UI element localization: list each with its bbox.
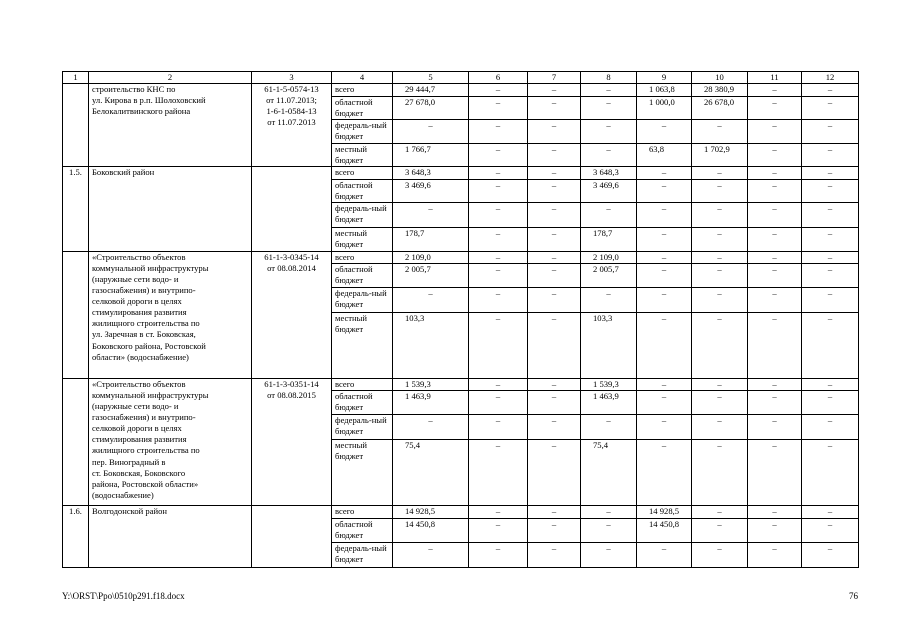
value-cell: – — [528, 179, 581, 202]
object-name — [89, 251, 252, 378]
value-cell: – — [637, 179, 692, 202]
value-cell: – — [802, 120, 859, 144]
object-name-line: жилищного строительства по — [92, 318, 200, 329]
value-cell: – — [581, 97, 637, 120]
value-cell: – — [637, 542, 692, 567]
value-cell: – — [581, 144, 637, 167]
value-cell: – — [692, 542, 748, 567]
object-name-line: Боковского района, Ростовской — [92, 340, 206, 351]
expertise-doc — [252, 378, 332, 505]
funding-source: федераль-ный бюджет — [332, 120, 393, 144]
header-cell: 8 — [581, 72, 637, 84]
value-cell: – — [528, 144, 581, 167]
funding-source: местный бюджет — [332, 227, 393, 251]
header-cell: 5 — [393, 72, 469, 84]
value-cell: – — [469, 202, 528, 227]
value-cell: – — [469, 120, 528, 144]
value-cell: – — [802, 439, 859, 505]
value-cell: – — [692, 287, 748, 312]
budget-table — [62, 71, 859, 568]
value-cell: 14 450,8 — [393, 518, 469, 542]
value-cell: 26 678,0 — [692, 97, 748, 120]
value-cell: – — [802, 287, 859, 312]
value-cell: 1 702,9 — [692, 144, 748, 167]
value-cell: – — [748, 144, 802, 167]
value-cell: – — [528, 439, 581, 505]
value-cell: – — [748, 179, 802, 202]
value-cell: – — [528, 287, 581, 312]
value-cell: – — [581, 287, 637, 312]
object-name-line: газоснабжения) и внутрипо- — [92, 412, 196, 423]
expertise-doc-line: от 11.07.2013; — [266, 95, 317, 106]
value-cell: – — [469, 263, 528, 287]
expertise-doc-line: 61-1-3-0351-14 — [264, 378, 319, 389]
value-cell: – — [748, 390, 802, 414]
funding-source: федераль-ный бюджет — [332, 287, 393, 312]
object-name-line: ст. Боковская, Боковского — [92, 467, 186, 478]
value-cell: – — [748, 251, 802, 263]
object-name-line: строительство КНС по — [92, 84, 176, 95]
value-cell: – — [581, 120, 637, 144]
object-name-line: селковой дороги в целях — [92, 423, 182, 434]
value-cell: – — [528, 542, 581, 567]
value-cell: – — [469, 287, 528, 312]
value-cell: 75,4 — [581, 439, 637, 505]
value-cell: – — [581, 505, 637, 518]
value-cell: – — [528, 167, 581, 179]
value-cell: – — [528, 378, 581, 390]
value-cell: – — [692, 167, 748, 179]
value-cell: – — [469, 542, 528, 567]
funding-source: местный бюджет — [332, 144, 393, 167]
value-cell: – — [802, 518, 859, 542]
value-cell: – — [469, 390, 528, 414]
object-name-line: селковой дороги в целях — [92, 296, 182, 307]
expertise-doc-line: от 08.08.2014 — [267, 262, 316, 273]
value-cell: 1 000,0 — [637, 97, 692, 120]
header-cell: 7 — [528, 72, 581, 84]
expertise-doc — [252, 167, 332, 251]
funding-source: федераль-ный бюджет — [332, 202, 393, 227]
value-cell: – — [637, 390, 692, 414]
value-cell: – — [748, 263, 802, 287]
value-cell: – — [748, 518, 802, 542]
value-cell: – — [692, 378, 748, 390]
header-cell: 10 — [692, 72, 748, 84]
object-name-line: «Строительство объектов — [92, 251, 186, 262]
value-cell: – — [581, 518, 637, 542]
value-cell: – — [637, 120, 692, 144]
file-path: Y:\ORST\Ppo\0510p291.f18.docx — [62, 591, 185, 601]
value-cell: – — [748, 378, 802, 390]
expertise-doc-line: 61-1-3-0345-14 — [264, 251, 319, 262]
object-name-line: (наружные сети водо- и — [92, 401, 179, 412]
value-cell: – — [528, 312, 581, 378]
table-row — [63, 167, 859, 179]
object-name-line: «Строительство объектов — [92, 378, 186, 389]
table-row — [63, 251, 859, 263]
value-cell: – — [802, 414, 859, 439]
table-row — [63, 378, 859, 390]
header-cell: 9 — [637, 72, 692, 84]
expertise-doc — [252, 251, 332, 378]
value-cell: – — [802, 312, 859, 378]
table-row — [63, 84, 859, 97]
funding-source: всего — [332, 378, 393, 390]
object-name — [89, 505, 252, 567]
value-cell: – — [802, 251, 859, 263]
value-cell: – — [692, 312, 748, 378]
value-cell: – — [528, 202, 581, 227]
value-cell: – — [748, 227, 802, 251]
value-cell: – — [528, 263, 581, 287]
value-cell: – — [581, 542, 637, 567]
value-cell: – — [692, 518, 748, 542]
value-cell: – — [748, 505, 802, 518]
value-cell: – — [692, 414, 748, 439]
value-cell: – — [692, 263, 748, 287]
value-cell: – — [581, 414, 637, 439]
value-cell: – — [528, 505, 581, 518]
value-cell: – — [469, 505, 528, 518]
value-cell: 2 005,7 — [581, 263, 637, 287]
object-name-line: стимулирования развития — [92, 307, 187, 318]
value-cell: – — [692, 505, 748, 518]
value-cell: – — [748, 202, 802, 227]
value-cell: 1 063,8 — [637, 84, 692, 97]
funding-source: областной бюджет — [332, 179, 393, 202]
value-cell: 3 648,3 — [393, 167, 469, 179]
value-cell: – — [692, 227, 748, 251]
object-name-line: ул. Кирова в р.п. Шолоховский — [92, 95, 206, 106]
value-cell: – — [469, 312, 528, 378]
value-cell: – — [469, 167, 528, 179]
expertise-doc — [252, 84, 332, 167]
object-name-line: области» (водоснабжение) — [92, 351, 189, 362]
object-name-line: стимулирования развития — [92, 434, 187, 445]
value-cell: 63,8 — [637, 144, 692, 167]
value-cell: 2 109,0 — [393, 251, 469, 263]
value-cell: 14 928,5 — [393, 505, 469, 518]
value-cell: – — [469, 227, 528, 251]
value-cell: – — [748, 414, 802, 439]
funding-source: областной бюджет — [332, 97, 393, 120]
funding-source: всего — [332, 251, 393, 263]
object-name-line: (водоснабжение) — [92, 489, 154, 500]
value-cell: – — [393, 287, 469, 312]
funding-source: местный бюджет — [332, 439, 393, 505]
header-row — [63, 72, 859, 84]
object-name-line: коммунальной инфраструктуры — [92, 262, 209, 273]
value-cell: – — [581, 84, 637, 97]
value-cell: – — [528, 518, 581, 542]
value-cell: 2 005,7 — [393, 263, 469, 287]
funding-source: областной бюджет — [332, 518, 393, 542]
object-name-line: газоснабжения) и внутрипо- — [92, 285, 196, 296]
value-cell: – — [528, 414, 581, 439]
value-cell: – — [802, 227, 859, 251]
value-cell: – — [692, 202, 748, 227]
value-cell: – — [581, 202, 637, 227]
value-cell: – — [528, 227, 581, 251]
value-cell: – — [469, 414, 528, 439]
expertise-doc-line: от 08.08.2015 — [267, 389, 316, 400]
value-cell: – — [637, 263, 692, 287]
value-cell: – — [802, 505, 859, 518]
expertise-doc-line: от 11.07.2013 — [267, 117, 316, 128]
header-cell: 11 — [748, 72, 802, 84]
value-cell: – — [637, 227, 692, 251]
object-name-line: (наружные сети водо- и — [92, 273, 179, 284]
value-cell: – — [637, 312, 692, 378]
value-cell: – — [393, 542, 469, 567]
value-cell: – — [748, 542, 802, 567]
expertise-doc-line: 61-1-5-0574-13 — [264, 84, 319, 95]
funding-source: федераль-ный бюджет — [332, 414, 393, 439]
value-cell: 14 450,8 — [637, 518, 692, 542]
value-cell: – — [748, 439, 802, 505]
header-cell: 1 — [63, 72, 89, 84]
value-cell: 178,7 — [581, 227, 637, 251]
object-name — [89, 167, 252, 251]
value-cell: 103,3 — [393, 312, 469, 378]
value-cell: – — [393, 414, 469, 439]
funding-source: всего — [332, 167, 393, 179]
object-name-line: района, Ростовской области» — [92, 478, 199, 489]
value-cell: – — [469, 97, 528, 120]
value-cell: 1 539,3 — [581, 378, 637, 390]
value-cell: – — [528, 251, 581, 263]
value-cell: 29 444,7 — [393, 84, 469, 97]
value-cell: 1 539,3 — [393, 378, 469, 390]
page-number: 76 — [849, 591, 858, 601]
header-cell: 3 — [252, 72, 332, 84]
object-name — [89, 378, 252, 505]
value-cell: – — [802, 263, 859, 287]
value-cell: – — [802, 542, 859, 567]
value-cell: 1 463,9 — [393, 390, 469, 414]
value-cell: – — [469, 251, 528, 263]
value-cell: 27 678,0 — [393, 97, 469, 120]
value-cell: – — [393, 202, 469, 227]
value-cell: – — [393, 120, 469, 144]
value-cell: – — [637, 378, 692, 390]
value-cell: 1 463,9 — [581, 390, 637, 414]
header-cell: 12 — [802, 72, 859, 84]
object-name-line: ул. Заречная в ст. Боковская, — [92, 329, 196, 340]
value-cell: – — [469, 179, 528, 202]
funding-source: областной бюджет — [332, 390, 393, 414]
value-cell: – — [802, 390, 859, 414]
object-name-line: Волгодонской район — [92, 505, 168, 516]
value-cell: – — [469, 84, 528, 97]
object-name — [89, 84, 252, 167]
value-cell: – — [748, 84, 802, 97]
object-name-line: коммунальной инфраструктуры — [92, 389, 209, 400]
table-row — [63, 505, 859, 518]
object-name-line: Боковский район — [92, 167, 155, 178]
value-cell: – — [469, 144, 528, 167]
value-cell: – — [528, 84, 581, 97]
value-cell: 28 380,9 — [692, 84, 748, 97]
value-cell: – — [748, 120, 802, 144]
object-name-line: Белокалитвинского района — [92, 106, 191, 117]
value-cell: – — [637, 414, 692, 439]
value-cell: – — [528, 97, 581, 120]
value-cell: – — [802, 378, 859, 390]
funding-source: местный бюджет — [332, 312, 393, 378]
funding-source: федераль-ный бюджет — [332, 542, 393, 567]
value-cell: – — [802, 84, 859, 97]
value-cell: 103,3 — [581, 312, 637, 378]
value-cell: – — [802, 167, 859, 179]
value-cell: – — [692, 439, 748, 505]
value-cell: 178,7 — [393, 227, 469, 251]
header-cell: 2 — [89, 72, 252, 84]
item-number: 1.5. — [63, 167, 89, 251]
value-cell: – — [802, 144, 859, 167]
value-cell: – — [637, 202, 692, 227]
value-cell: – — [802, 97, 859, 120]
object-name-line: жилищного строительства по — [92, 445, 200, 456]
value-cell: – — [469, 439, 528, 505]
value-cell: – — [692, 390, 748, 414]
header-cell: 6 — [469, 72, 528, 84]
value-cell: – — [692, 251, 748, 263]
header-cell: 4 — [332, 72, 393, 84]
value-cell: – — [748, 167, 802, 179]
value-cell: 3 469,6 — [393, 179, 469, 202]
value-cell: – — [692, 120, 748, 144]
value-cell: – — [528, 120, 581, 144]
value-cell: – — [637, 439, 692, 505]
value-cell: – — [637, 167, 692, 179]
value-cell: – — [637, 251, 692, 263]
funding-source: областной бюджет — [332, 263, 393, 287]
value-cell: – — [748, 97, 802, 120]
object-name-line: пер. Виноградный в — [92, 456, 166, 467]
expertise-doc — [252, 505, 332, 567]
value-cell: – — [469, 378, 528, 390]
value-cell: 2 109,0 — [581, 251, 637, 263]
funding-source: всего — [332, 84, 393, 97]
value-cell: 75,4 — [393, 439, 469, 505]
value-cell: – — [528, 390, 581, 414]
item-number — [63, 84, 89, 167]
item-number: 1.6. — [63, 505, 89, 567]
value-cell: 3 648,3 — [581, 167, 637, 179]
item-number — [63, 251, 89, 378]
value-cell: – — [802, 202, 859, 227]
value-cell: – — [802, 179, 859, 202]
value-cell: 1 766,7 — [393, 144, 469, 167]
value-cell: 3 469,6 — [581, 179, 637, 202]
value-cell: – — [637, 287, 692, 312]
value-cell: – — [748, 312, 802, 378]
value-cell: – — [748, 287, 802, 312]
expertise-doc-line: 1-6-1-0584-13 — [266, 106, 317, 117]
value-cell: 14 928,5 — [637, 505, 692, 518]
value-cell: – — [469, 518, 528, 542]
funding-source: всего — [332, 505, 393, 518]
value-cell: – — [692, 179, 748, 202]
item-number — [63, 378, 89, 505]
